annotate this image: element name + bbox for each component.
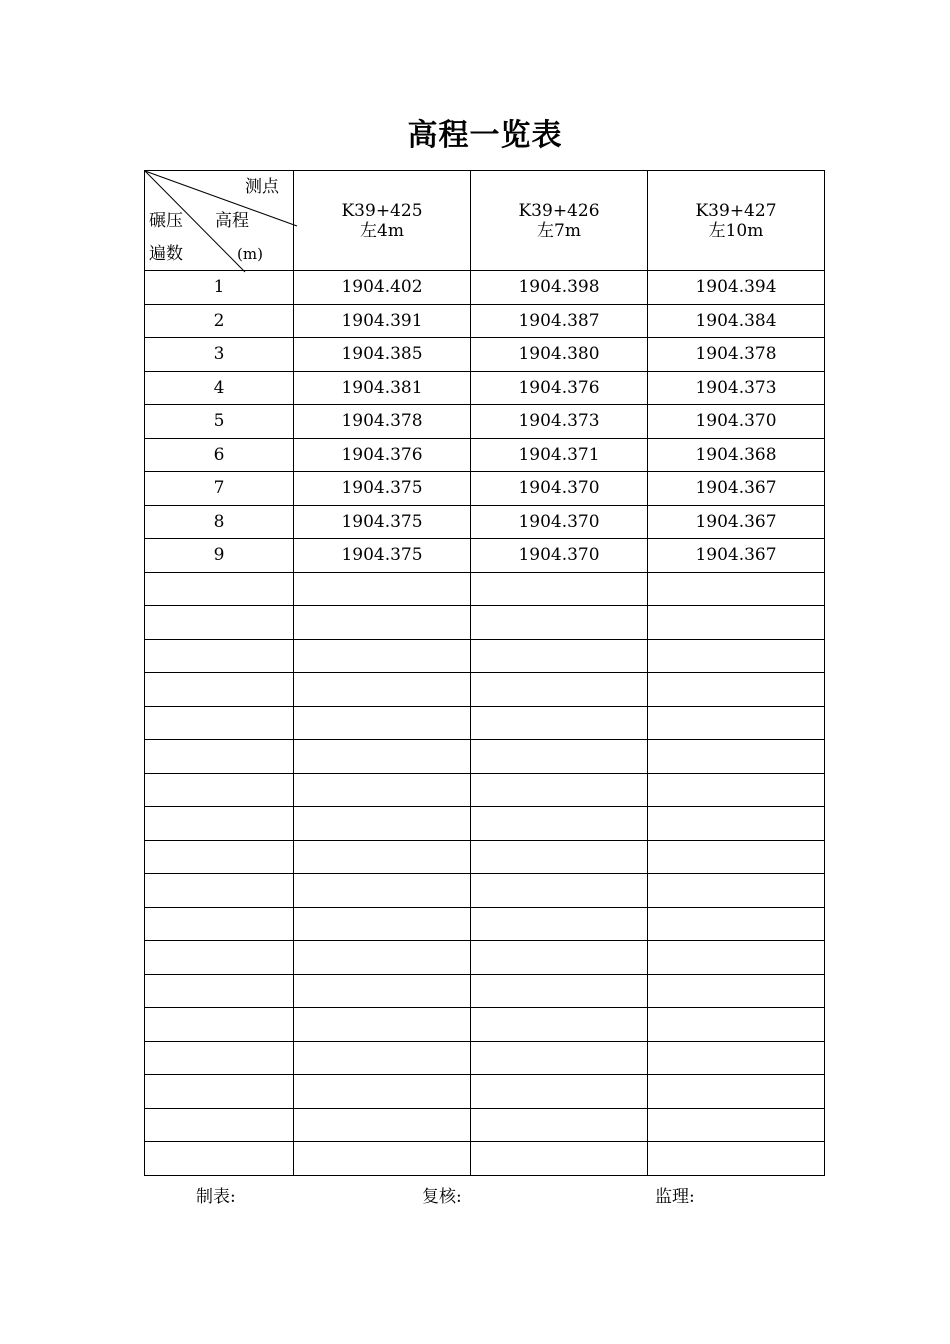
table-row <box>145 840 825 874</box>
pass-number-cell <box>145 974 294 1008</box>
pass-number-cell: 6 <box>145 438 294 472</box>
elevation-cell: 1904.387 <box>471 304 648 338</box>
pass-number-cell <box>145 740 294 774</box>
elevation-cell <box>294 874 471 908</box>
elevation-cell <box>648 874 825 908</box>
elevation-cell <box>471 941 648 975</box>
elevation-cell <box>294 840 471 874</box>
elevation-cell: 1904.370 <box>471 472 648 506</box>
elevation-table <box>144 170 825 1176</box>
elevation-cell: 1904.370 <box>471 505 648 539</box>
elevation-cell: 1904.378 <box>648 338 825 372</box>
table-row <box>145 1142 825 1176</box>
pass-number-cell: 2 <box>145 304 294 338</box>
pass-number-cell: 8 <box>145 505 294 539</box>
elevation-cell <box>471 1075 648 1109</box>
corner-label-pass-count: 遍数 <box>149 244 183 264</box>
elevation-cell <box>294 807 471 841</box>
table-row <box>145 974 825 1008</box>
elevation-cell <box>294 706 471 740</box>
elevation-cell: 1904.398 <box>471 271 648 305</box>
column-header-3 <box>648 171 825 271</box>
elevation-cell <box>648 1108 825 1142</box>
elevation-cell <box>648 1142 825 1176</box>
elevation-cell: 1904.384 <box>648 304 825 338</box>
corner-label-elevation: 高程 <box>215 211 249 231</box>
elevation-cell: 1904.378 <box>294 405 471 439</box>
elevation-cell <box>471 907 648 941</box>
elevation-cell <box>648 974 825 1008</box>
pass-number-cell <box>145 706 294 740</box>
pass-number-cell: 5 <box>145 405 294 439</box>
elevation-cell <box>648 907 825 941</box>
pass-number-cell <box>145 1108 294 1142</box>
corner-header-cell <box>145 171 294 271</box>
table-row <box>145 807 825 841</box>
elevation-cell: 1904.370 <box>471 539 648 573</box>
elevation-cell <box>471 1041 648 1075</box>
elevation-cell <box>294 1108 471 1142</box>
elevation-cell: 1904.375 <box>294 472 471 506</box>
elevation-cell <box>648 1075 825 1109</box>
elevation-cell: 1904.371 <box>471 438 648 472</box>
pass-number-cell <box>145 639 294 673</box>
table-row <box>145 1041 825 1075</box>
offset-label: 左4m <box>360 220 404 241</box>
column-header-1 <box>294 171 471 271</box>
pass-number-cell <box>145 606 294 640</box>
pass-number-cell <box>145 1142 294 1176</box>
pass-number-cell <box>145 907 294 941</box>
station-label: K39+427 <box>695 200 777 221</box>
offset-label: 左10m <box>708 220 764 241</box>
elevation-cell <box>471 773 648 807</box>
elevation-cell <box>648 740 825 774</box>
offset-label: 左7m <box>537 220 581 241</box>
elevation-cell: 1904.373 <box>648 371 825 405</box>
table-row <box>145 706 825 740</box>
pass-number-cell <box>145 572 294 606</box>
elevation-cell <box>294 974 471 1008</box>
elevation-cell: 1904.385 <box>294 338 471 372</box>
pass-number-cell <box>145 1008 294 1042</box>
table-row <box>145 907 825 941</box>
elevation-cell <box>471 1008 648 1042</box>
table-row <box>145 1108 825 1142</box>
elevation-cell: 1904.375 <box>294 539 471 573</box>
pass-number-cell: 3 <box>145 338 294 372</box>
elevation-cell: 1904.368 <box>648 438 825 472</box>
elevation-cell <box>294 673 471 707</box>
elevation-cell <box>294 740 471 774</box>
elevation-cell <box>471 606 648 640</box>
elevation-cell <box>648 606 825 640</box>
elevation-cell <box>471 673 648 707</box>
elevation-cell: 1904.402 <box>294 271 471 305</box>
corner-label-measure-point: 测点 <box>245 177 279 197</box>
elevation-cell <box>471 572 648 606</box>
elevation-cell <box>471 807 648 841</box>
elevation-cell: 1904.373 <box>471 405 648 439</box>
elevation-cell <box>294 1041 471 1075</box>
table-row <box>145 1075 825 1109</box>
elevation-cell: 1904.367 <box>648 539 825 573</box>
elevation-cell <box>471 1142 648 1176</box>
footer-supervisor-label: 监理: <box>655 1187 695 1207</box>
table-row <box>145 606 825 640</box>
elevation-cell: 1904.367 <box>648 505 825 539</box>
table-row <box>145 472 825 506</box>
elevation-cell: 1904.375 <box>294 505 471 539</box>
table-row <box>145 673 825 707</box>
elevation-cell <box>294 1142 471 1176</box>
elevation-cell <box>648 639 825 673</box>
table-row <box>145 740 825 774</box>
elevation-cell <box>294 941 471 975</box>
elevation-cell <box>471 840 648 874</box>
elevation-cell: 1904.380 <box>471 338 648 372</box>
elevation-cell <box>471 1108 648 1142</box>
footer-reviewer-label: 复核: <box>422 1187 462 1207</box>
pass-number-cell <box>145 874 294 908</box>
elevation-cell: 1904.367 <box>648 472 825 506</box>
table-row <box>145 438 825 472</box>
elevation-cell <box>294 773 471 807</box>
pass-number-cell <box>145 773 294 807</box>
table-row <box>145 505 825 539</box>
elevation-cell <box>648 673 825 707</box>
pass-number-cell <box>145 840 294 874</box>
pass-number-cell: 1 <box>145 271 294 305</box>
table-row <box>145 405 825 439</box>
table-row <box>145 941 825 975</box>
elevation-cell <box>294 572 471 606</box>
elevation-cell: 1904.391 <box>294 304 471 338</box>
elevation-cell <box>648 773 825 807</box>
elevation-cell: 1904.381 <box>294 371 471 405</box>
pass-number-cell: 4 <box>145 371 294 405</box>
pass-number-cell <box>145 673 294 707</box>
elevation-cell <box>471 706 648 740</box>
pass-number-cell <box>145 1075 294 1109</box>
elevation-cell <box>294 1008 471 1042</box>
elevation-cell <box>471 639 648 673</box>
table-row <box>145 304 825 338</box>
elevation-cell <box>471 974 648 1008</box>
page-title: 高程一览表 <box>407 118 563 153</box>
elevation-cell <box>294 907 471 941</box>
table-row <box>145 371 825 405</box>
table-row <box>145 572 825 606</box>
elevation-cell <box>648 840 825 874</box>
station-label: K39+426 <box>518 200 600 221</box>
table-row <box>145 1008 825 1042</box>
elevation-cell <box>648 807 825 841</box>
pass-number-cell <box>145 807 294 841</box>
pass-number-cell <box>145 1041 294 1075</box>
elevation-cell <box>648 1008 825 1042</box>
elevation-cell <box>471 740 648 774</box>
elevation-cell <box>648 1041 825 1075</box>
elevation-cell <box>471 874 648 908</box>
pass-number-cell <box>145 941 294 975</box>
table-row <box>145 874 825 908</box>
pass-number-cell: 7 <box>145 472 294 506</box>
elevation-cell: 1904.376 <box>471 371 648 405</box>
elevation-cell <box>648 572 825 606</box>
table-row <box>145 271 825 305</box>
table-row <box>145 773 825 807</box>
footer-maker-label: 制表: <box>196 1187 236 1207</box>
table-row <box>145 639 825 673</box>
table-row <box>145 539 825 573</box>
elevation-cell <box>294 606 471 640</box>
pass-number-cell: 9 <box>145 539 294 573</box>
elevation-cell: 1904.394 <box>648 271 825 305</box>
table-row <box>145 338 825 372</box>
corner-label-unit: (m) <box>237 245 263 263</box>
corner-label-roll: 碾压 <box>149 211 183 231</box>
elevation-cell <box>648 941 825 975</box>
station-label: K39+425 <box>341 200 423 221</box>
elevation-cell: 1904.376 <box>294 438 471 472</box>
header-row <box>145 171 825 271</box>
elevation-cell <box>294 639 471 673</box>
elevation-cell <box>648 706 825 740</box>
elevation-cell <box>294 1075 471 1109</box>
column-header-2 <box>471 171 648 271</box>
elevation-cell: 1904.370 <box>648 405 825 439</box>
